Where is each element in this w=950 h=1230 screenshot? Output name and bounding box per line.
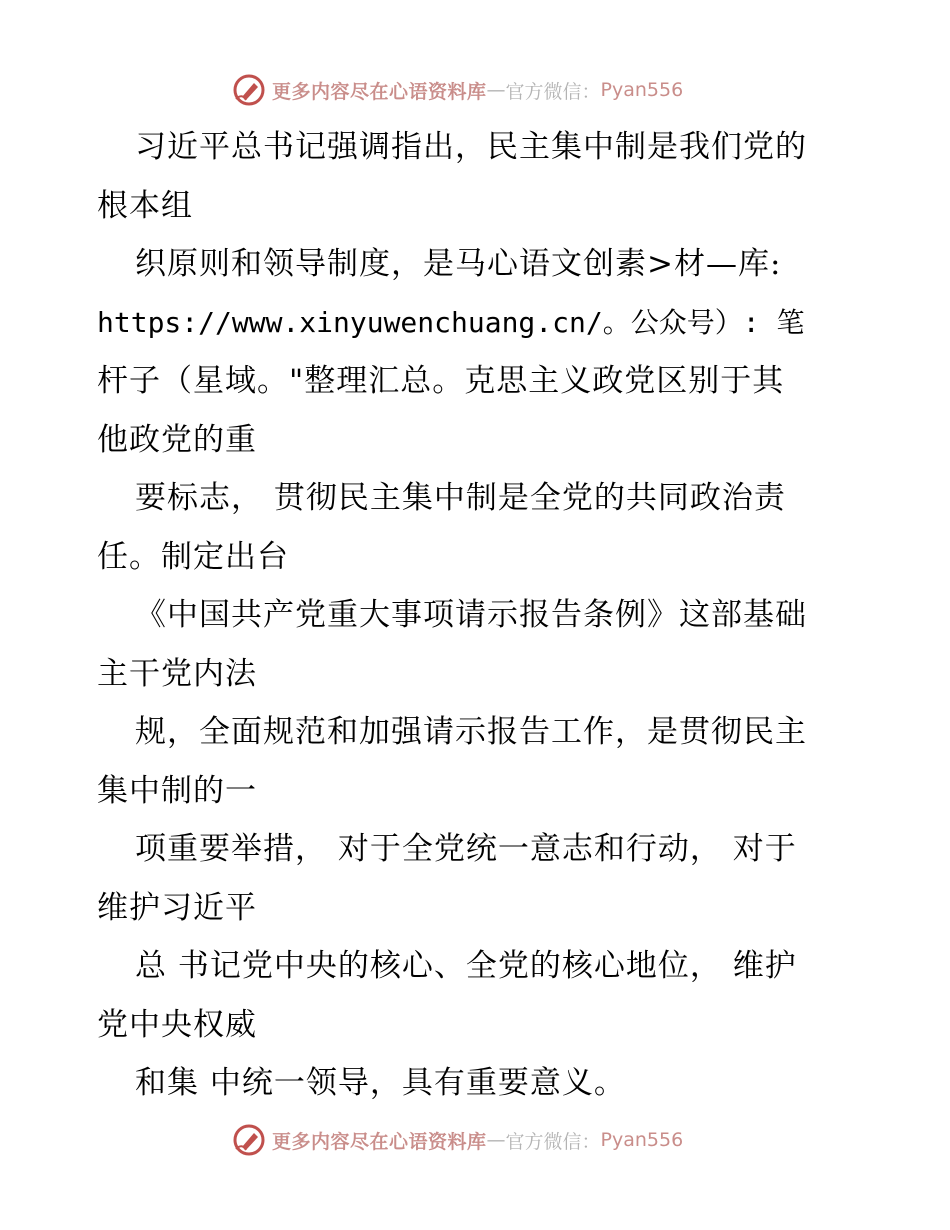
text-line: 项重要举措， 对于全党统一意志和行动， 对于	[135, 831, 797, 867]
text-line: 要标志， 贯彻民主集中制是全党的共同政治责	[135, 480, 786, 516]
watermark-separator: —	[486, 79, 506, 101]
text-line: 集中制的一	[97, 772, 257, 809]
text-line: 根本组	[97, 187, 193, 224]
text-line: 和集 中统一领导，具有重要意义。	[135, 1065, 626, 1101]
header-watermark	[232, 72, 712, 108]
text-line: 主干党内法	[97, 655, 257, 692]
text-line: 维护习近平	[97, 889, 257, 926]
watermark-wechat-id: Pyan556	[600, 1129, 684, 1151]
text-line: 他政党的重	[97, 421, 257, 458]
text-line: 任。制定出台	[97, 538, 289, 575]
text-line: 总 书记党中央的核心、全党的核心地位， 维护	[135, 948, 797, 984]
pen-logo-icon	[232, 73, 266, 107]
watermark-wechat-id: Pyan556	[600, 79, 684, 101]
watermark-main-text: 更多内容尽在心语资料库	[272, 80, 487, 103]
watermark-official-label: 官方微信：	[505, 80, 601, 103]
watermark-main-text: 更多内容尽在心语资料库	[272, 1130, 487, 1153]
text-line-url: https://www.xinyuwenchuang.cn/。公众号）: 笔	[97, 305, 805, 339]
text-line: 习近平总书记强调指出，民主集中制是我们党的	[135, 129, 807, 165]
text-line: 党中央权威	[97, 1006, 257, 1043]
text-line: 规，全面规范和加强请示报告工作，是贯彻民主	[135, 714, 807, 750]
text-line: 织原则和领导制度，是马心语文创素>材—库:	[135, 246, 782, 282]
footer-watermark	[232, 1122, 712, 1158]
document-body	[97, 118, 857, 1113]
watermark-official-label: 官方微信：	[505, 1130, 601, 1153]
watermark-separator: —	[486, 1129, 506, 1151]
pen-logo-icon	[232, 1123, 266, 1157]
text-line: 杆子（星域。"整理汇总。克思主义政党区别于其	[97, 363, 785, 399]
text-line: 《中国共产党重大事项请示报告条例》这部基础	[135, 597, 807, 633]
